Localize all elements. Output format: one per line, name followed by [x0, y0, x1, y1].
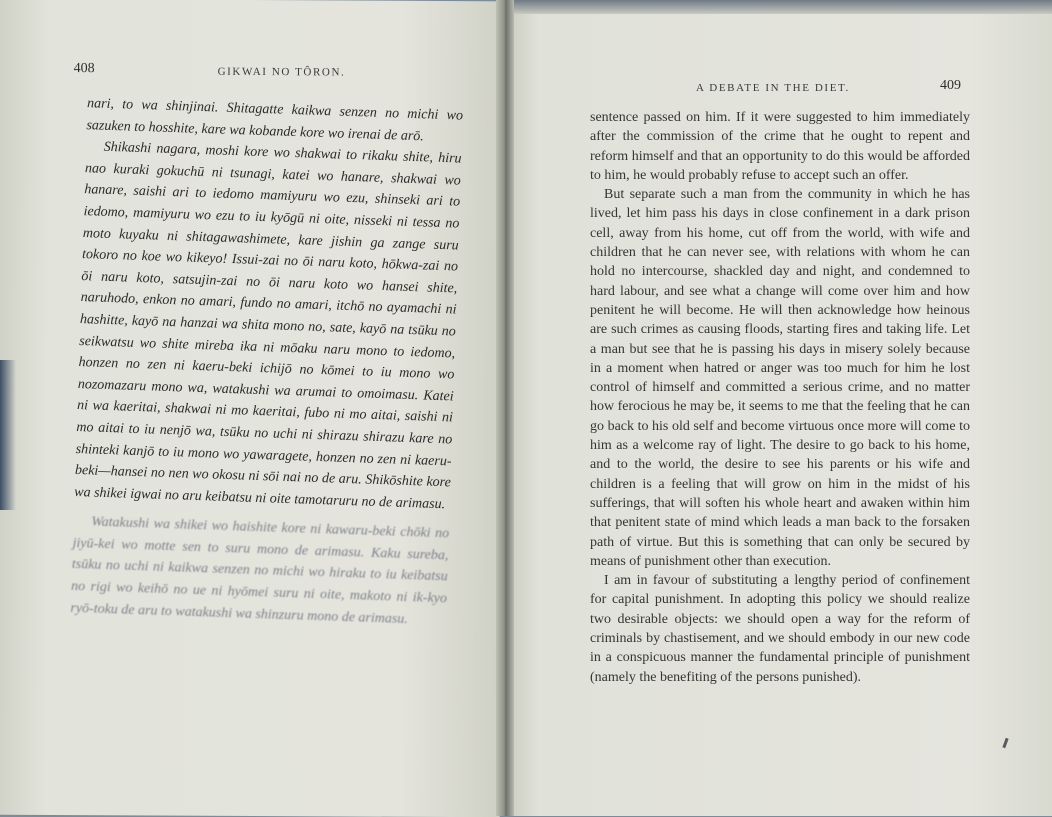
left-edge-shadow [0, 360, 16, 510]
left-paragraph-3: Watakushi wa shikei wo haishite kore ni kawaru-beki chōki no jiyū-kei wo motte sen to suru mono de arimasu. Kaku sureba, tsūku no uchi ni kaikwa senzen no michi wo hiraku to iu keibatsu no rigi wo keihō no ue ni hyōmei suru ni oite, makoto ni ik-kyo ryō-toku de aru to watakushi wa shinzuru mono de arimasu. [70, 514, 450, 627]
page-top-shadow [506, 0, 1052, 14]
left-paragraph-1: nari, to wa shinjinai. Shitagatte kaikwa senzen no michi wo sazuken to hosshite, kare wa kobande kore wo irenai de arō. [86, 96, 464, 144]
right-running-head: A DEBATE IN THE DIET. [696, 82, 850, 94]
right-page-number: 409 [940, 78, 961, 93]
right-body-text [590, 108, 970, 687]
left-running-head: GIKWAI NO TÔRON. [217, 65, 346, 79]
book-gutter [496, 0, 514, 816]
right-paragraph-3: I am in favour of substituting a lengthy period of confinement for capital punishment. In adopting this policy we should realize two desirable objects: we should open a way for the reform of criminals by chastisement, and we should embody in our new code in a conspicuous manner the fundamental principle of punishment (namely the benefiting of the persons punished). [590, 573, 970, 685]
right-paragraph-1: sentence passed on him. If it were suggested to him immediately after the commission of the crime that he ought to repent and reform himself and that an opportunity to do this would be afforded to him, he would probably refuse to accept such an offer. [590, 110, 970, 183]
left-page [0, 0, 504, 817]
left-body-text [70, 93, 463, 631]
left-page-number: 408 [73, 61, 95, 77]
left-paragraph-2: Shikashi nagara, moshi kore wo shakwai to rikaku shite, hiru nao kuraki gokuchū ni tsunagi, katei wo hanare, shakwai wo hanare, saishi ari to iedomo mamiyuru wo ezu, shinseki ari to iedomo, mamiyuru wo ezu to iu kyōgū ni oite, nisseki ni tessa no moto kuyaku ni shitagawashimete, kare jishin ga zange suru tokoro no koe wo kikeyo! Issui-zai no ōi naru koto, hōkwa-zai no ōi naru koto, satsujin-zai no ōi naru koto wo hansei shite, naruhodo, enkon no amari, fundo no amari, itchō no ayamachi ni hashitte, kayō na hanzai wa shita mono no, sate, kayō na tsūku no seikwatsu wo shite mireba ika ni mōaku naru mono to iedomo, honzen no zen ni kaeru-beki ichijō no kōmei to iu mono wo nozomazaru mono wa, watakushi wa arumai to omoimasu. Katei ni wa kaeritai, shakwai ni mo kaeritai, fubo ni mo aitai, saishi ni mo aitai to iu nenjō wa, tsūku no uchi ni shirazu shirazu kare no shinteki kanjō to iu mono wo yawaragete, honzen no zen ni kaeru-beki—hansei no nen wo okosu ni sōi nai no de aru. Shikōshite kore wa shikei igwai no aru keibatsu ni oite tamotaruru no de arimasu. [74, 139, 462, 512]
right-paragraph-2: But separate such a man from the community in which he has lived, let him pass his days in close confinement in a dark prison cell, away from his home, cut off from the world, with wife and children that he can never see, with relations with whom he can hold no intercourse, shackled day and night, and condemned to hard labour, and see what a change will come over him and how penitent he will become. He will then acknowledge how heinous are such crimes as causing floods, starting fires and taking life. Let a man but see that he is passing his days in misery solely because in a moment when hatred or anger was too much for him he lost control of himself and committed a serious crime, and no matter how ferocious he may be, it seems to me that the feeling that he can go back to his old self and become virtuous once more will come to him as a welcome ray of light. The desire to go back to his home, and to the world, the desire to see his parents or his wife and children is a feeling that will grow on him in the midst of his sufferings, that will soften his whole heart and awaken within him that penitent state of mind which leads a man back to the forsaken path of virtue. But this is something that can only be secured by means of punishment other than execution. [590, 187, 970, 569]
